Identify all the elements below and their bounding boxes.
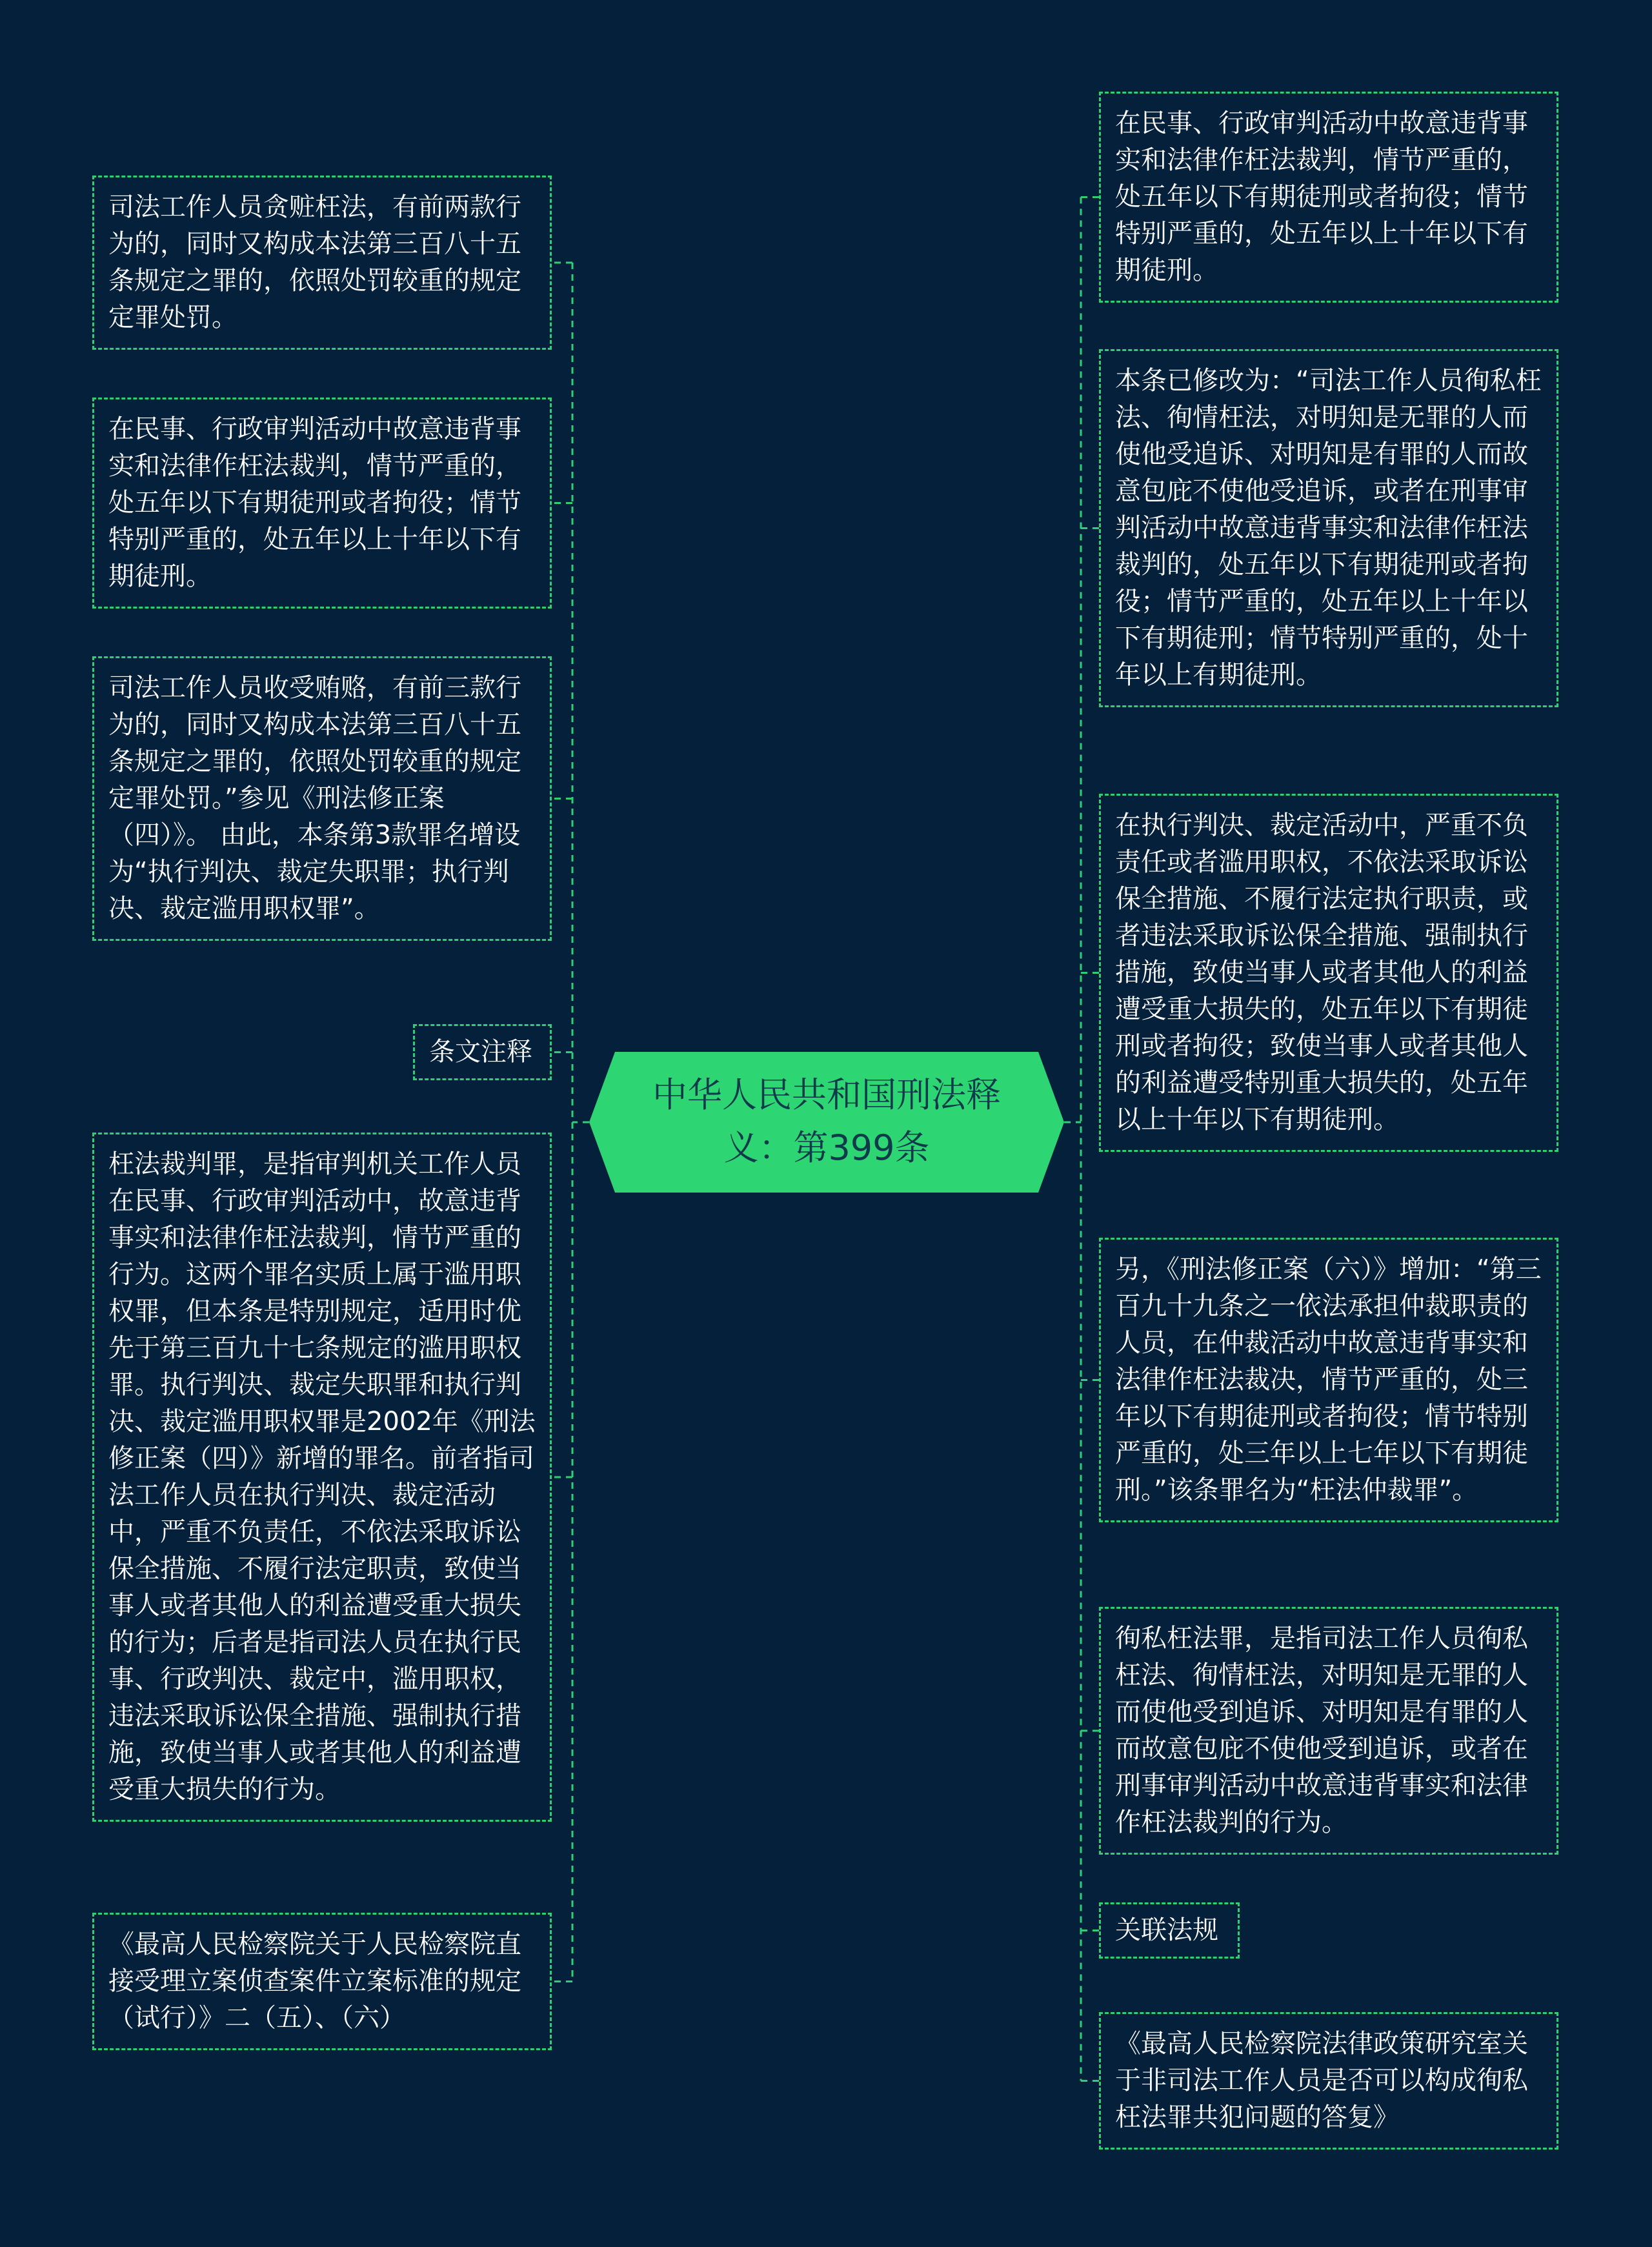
- root-topic[interactable]: [589, 1052, 1064, 1193]
- right-node-favoritism-crime[interactable]: 徇私枉法罪，是指司法工作人员徇私枉法、徇情枉法，对明知是无罪的人而使他受到追诉、对明知是有罪的人而故意包庇不使他受到追诉，或者在刑事审判活动中故意违背事实和法律作枉法裁判的行为。: [1099, 1607, 1558, 1855]
- right-node-research-office-reply[interactable]: 《最高人民检察院法律政策研究室关于非司法工作人员是否可以构成徇私枉法罪共犯问题的答复》: [1099, 2012, 1558, 2150]
- left-node-amendment-four[interactable]: 司法工作人员收受贿赂，有前三款行为的，同时又构成本法第三百八十五条规定之罪的，依照处罚较重的规定定罪处罚。”参见《刑法修正案（四）》。 由此，本条第3款罪名增设为“执行判决、裁定失职罪；执行判决、裁定滥用职权罪”。: [92, 656, 552, 941]
- root-title: 中华人民共和国刑法释义：第399条: [652, 1074, 1001, 1168]
- right-node-enforcement[interactable]: 在执行判决、裁定活动中，严重不负责任或者滥用职权，不依法采取诉讼保全措施、不履行法定执行职责，或者违法采取诉讼保全措施、强制执行措施，致使当事人或者其他人的利益遭受重大损失的，处五年以下有期徒刑或者拘役；致使当事人或者其他人的利益遭受特别重大损失的，处五年以上十年以下有期徒刑。: [1099, 794, 1558, 1152]
- left-node-civil-admin-trial[interactable]: 在民事、行政审判活动中故意违背事实和法律作枉法裁判，情节严重的，处五年以下有期徒刑或者拘役；情节特别严重的，处五年以上十年以下有期徒刑。: [92, 398, 552, 609]
- right-node-amended-text[interactable]: 本条已修改为：“司法工作人员徇私枉法、徇情枉法，对明知是无罪的人而使他受追诉、对明知是有罪的人而故意包庇不使他受追诉，或者在刑事审判活动中故意违背事实和法律作枉法裁判的，处五年以下有期徒刑或者拘役；情节严重的，处五年以上十年以下有期徒刑；情节特别严重的，处十年以上有期徒刑。: [1099, 349, 1558, 707]
- left-node-procuratorate-standard[interactable]: 《最高人民检察院关于人民检察院直接受理立案侦查案件立案标准的规定（试行）》二（五）、（六）: [92, 1913, 552, 2050]
- right-node-amendment-six[interactable]: 另，《刑法修正案（六）》增加：“第三百九十九条之一依法承担仲裁职责的人员，在仲裁活动中故意违背事实和法律作枉法裁决，情节严重的，处三年以下有期徒刑或者拘役；情节特别严重的，处三年以上七年以下有期徒刑。”该条罪名为“枉法仲裁罪”。: [1099, 1238, 1558, 1522]
- left-node-crime-explanation[interactable]: 枉法裁判罪，是指审判机关工作人员在民事、行政审判活动中，故意违背事实和法律作枉法裁判，情节严重的行为。这两个罪名实质上属于滥用职权罪，但本条是特别规定，适用时优先于第三百九十七条规定的滥用职权罪。执行判决、裁定失职罪和执行判决、裁定滥用职权罪是2002年《刑法修正案（四）》新增的罪名。前者指司法工作人员在执行判决、裁定活动中，严重不负责任，不依法采取诉讼保全措施、不履行法定职责，致使当事人或者其他人的利益遭受重大损失的行为；后者是指司法人员在执行民事、行政判决、裁定中，滥用职权，违法采取诉讼保全措施、强制执行措施，致使当事人或者其他人的利益遭受重大损失的行为。: [92, 1133, 552, 1822]
- right-node-civil-admin-trial[interactable]: 在民事、行政审判活动中故意违背事实和法律作枉法裁判，情节严重的，处五年以下有期徒刑或者拘役；情节特别严重的，处五年以上十年以下有期徒刑。: [1099, 92, 1558, 303]
- left-node-bribery-clause[interactable]: 司法工作人员贪赃枉法，有前两款行为的，同时又构成本法第三百八十五条规定之罪的，依照处罚较重的规定定罪处罚。: [92, 176, 552, 350]
- right-node-related-laws[interactable]: 关联法规: [1099, 1902, 1240, 1959]
- left-node-article-notes[interactable]: 条文注释: [413, 1024, 552, 1080]
